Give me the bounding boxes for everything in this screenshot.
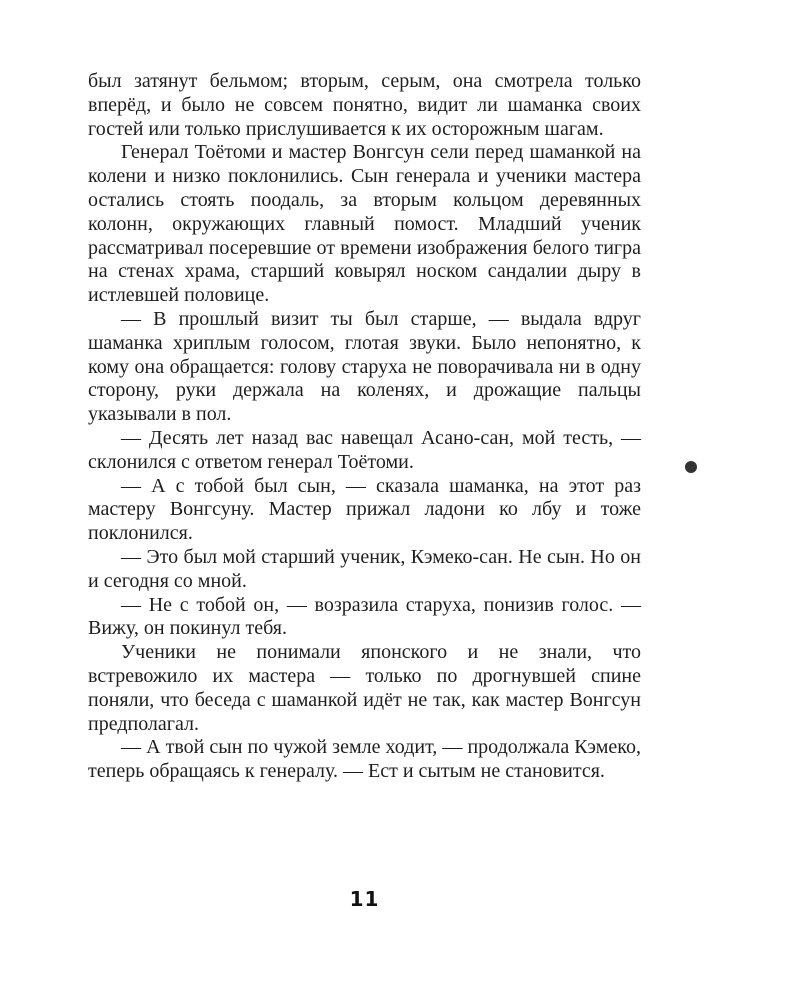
paragraph-9: — А твой сын по чужой земле ходит, — продолжала Кэмеко, теперь обращаясь к генералу. — Ест и сытым не становится. (88, 736, 641, 783)
paragraph-4: — Десять лет назад вас навещал Асано-сан, мой тесть, — склонился с ответом генерал Тоётоми. (88, 426, 641, 473)
paragraph-3: — В прошлый визит ты был старше, — выдала вдруг шаманка хриплым голосом, глотая звуки. Было непонятно, к кому она обращается: голову старуха не поворачивала ни в одну сторону, руки держала на коленях, и дрожащие пальцы указывали в пол. (88, 307, 641, 426)
paragraph-7: — Не с тобой он, — возразила старуха, понизив голос. — Вижу, он покинул тебя. (88, 593, 641, 640)
paragraph-5: — А с тобой был сын, — сказала шаманка, на этот раз мастеру Вонгсуну. Мастер прижал ладони ко лбу и тоже поклонился. (88, 474, 641, 545)
page-number: 11 (349, 887, 380, 911)
paragraph-2: Генерал Тоётоми и мастер Вонгсун сели перед шаманкой на колени и низко поклонились. Сын генерала и ученики мастера остались стоять поодаль, за вторым кольцом деревянных колонн, окружающих главный помост. Младший ученик рассматривал посеревшие от времени изображения белого тигра на стенах храма, старший ковырял носком сандалии дыру в истлевшей половице. (88, 141, 641, 307)
paragraph-1: был затянут бельмом; вторым, серым, она смотрела только вперёд, и было не совсем понятно, видит ли шаманка своих гостей или только прислушивается к их осторожным шагам. (88, 70, 641, 140)
book-page-text (88, 70, 641, 784)
paragraph-8: Ученики не понимали японского и не знали, что встревожило их мастера — только по дрогнувшей спине поняли, что беседа с шаманкой идёт не так, как мастер Вонгсун предполагал. (88, 641, 641, 735)
margin-dot-marker (685, 461, 697, 473)
paragraph-6: — Это был мой старший ученик, Кэмеко-сан. Не сын. Но он и сегодня со мной. (88, 545, 641, 592)
